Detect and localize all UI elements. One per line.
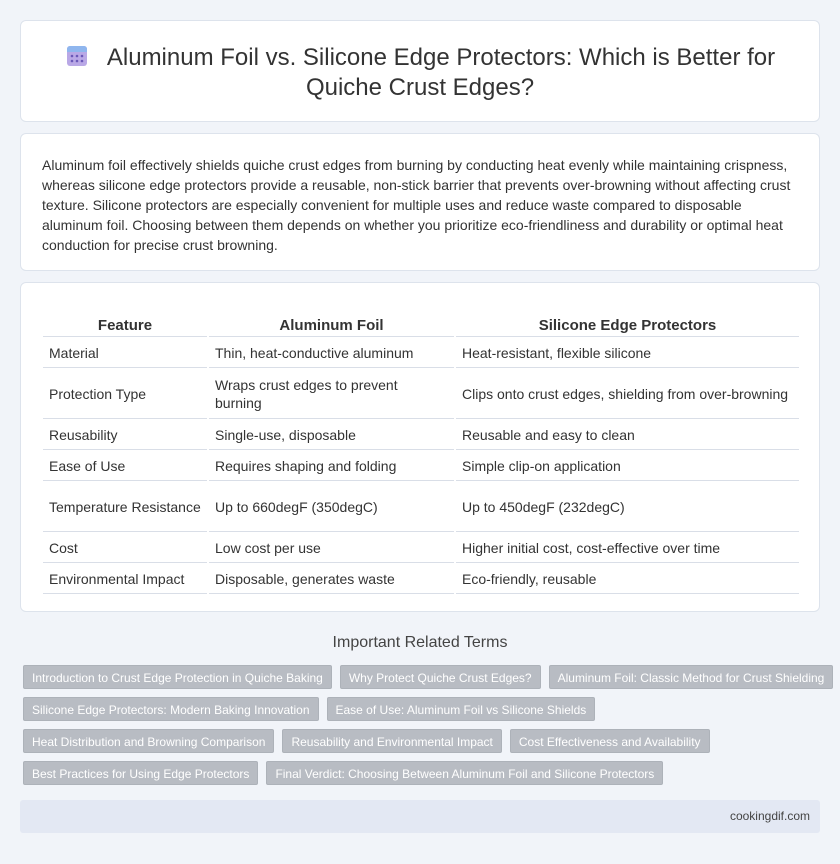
- footer: [20, 800, 820, 833]
- silicone-cell: Clips onto crust edges, shielding from over-browning: [456, 370, 799, 419]
- header-feature: Feature: [43, 317, 207, 337]
- intro-paragraph: Aluminum foil effectively shields quiche crust edges from burning by conducting heat evenly while maintaining crispness, whereas silicone edge protectors provide a reusable, non-stick barrier that prevents over-browning without affecting crust texture. Silicone protectors are especially convenient for multiple uses and reduce waste compared to disposable aluminum foil. Choosing between them depends on whether you prioritize eco-friendliness and durability or optimal heat conduction for precise crust browning.: [42, 157, 791, 253]
- feature-cell: Protection Type: [43, 370, 207, 419]
- table-header-row: [43, 317, 799, 337]
- aluminum-cell: Disposable, generates waste: [209, 565, 454, 594]
- tag-link[interactable]: Heat Distribution and Browning Comparison: [23, 729, 274, 753]
- table-row: [43, 370, 799, 419]
- tag-row: [23, 729, 823, 755]
- tag-row: [23, 665, 823, 691]
- comparison-table: [41, 315, 801, 596]
- page-title: [21, 43, 819, 103]
- table-row: [43, 421, 799, 450]
- aluminum-cell: Thin, heat-conductive aluminum: [209, 339, 454, 368]
- silicone-cell: Higher initial cost, cost-effective over time: [456, 534, 799, 563]
- silicone-cell: Eco-friendly, reusable: [456, 565, 799, 594]
- tag-link[interactable]: Silicone Edge Protectors: Modern Baking Innovation: [23, 697, 319, 721]
- related-terms-tags: [23, 665, 823, 793]
- aluminum-cell: Single-use, disposable: [209, 421, 454, 450]
- feature-cell: Ease of Use: [43, 452, 207, 481]
- table-row: [43, 534, 799, 563]
- feature-cell: Temperature Resistance: [43, 483, 207, 532]
- aluminum-cell: Up to 660degF (350degC): [209, 483, 454, 532]
- silicone-cell: Reusable and easy to clean: [456, 421, 799, 450]
- aluminum-cell: Requires shaping and folding: [209, 452, 454, 481]
- tag-link[interactable]: Cost Effectiveness and Availability: [510, 729, 710, 753]
- title-line-2: Quiche Crust Edges?: [305, 74, 535, 101]
- table-row: [43, 339, 799, 368]
- tag-link[interactable]: Introduction to Crust Edge Protection in Quiche Baking: [23, 665, 332, 689]
- tag-link[interactable]: Final Verdict: Choosing Between Aluminum Foil and Silicone Protectors: [266, 761, 663, 785]
- tag-row: [23, 697, 823, 723]
- footer-site-link[interactable]: cookingdif.com: [729, 809, 810, 823]
- tag-link[interactable]: Ease of Use: Aluminum Foil vs Silicone Shields: [327, 697, 596, 721]
- tag-link[interactable]: Why Protect Quiche Crust Edges?: [340, 665, 541, 689]
- feature-cell: Reusability: [43, 421, 207, 450]
- related-terms-title: Important Related Terms: [332, 634, 508, 651]
- title-card: [20, 20, 820, 122]
- table-row: [43, 565, 799, 594]
- intro-card: [20, 133, 820, 271]
- silicone-cell: Up to 450degF (232degC): [456, 483, 799, 532]
- silicone-cell: Simple clip-on application: [456, 452, 799, 481]
- comparison-table-card: [20, 282, 820, 612]
- silicone-cell: Heat-resistant, flexible silicone: [456, 339, 799, 368]
- table-row: [43, 483, 799, 532]
- tag-row: [23, 761, 823, 787]
- tag-link[interactable]: Best Practices for Using Edge Protectors: [23, 761, 258, 785]
- calculator-icon: [65, 44, 89, 68]
- title-line-1: Aluminum Foil vs. Silicone Edge Protectors: Which is Better for: [106, 44, 776, 71]
- aluminum-cell: Wraps crust edges to prevent burning: [209, 370, 454, 419]
- feature-cell: Cost: [43, 534, 207, 563]
- tag-link[interactable]: Reusability and Environmental Impact: [282, 729, 501, 753]
- tag-link[interactable]: Aluminum Foil: Classic Method for Crust Shielding: [549, 665, 834, 689]
- header-aluminum-foil: Aluminum Foil: [209, 317, 454, 337]
- header-silicone: Silicone Edge Protectors: [456, 317, 799, 337]
- aluminum-cell: Low cost per use: [209, 534, 454, 563]
- feature-cell: Environmental Impact: [43, 565, 207, 594]
- feature-cell: Material: [43, 339, 207, 368]
- table-row: [43, 452, 799, 481]
